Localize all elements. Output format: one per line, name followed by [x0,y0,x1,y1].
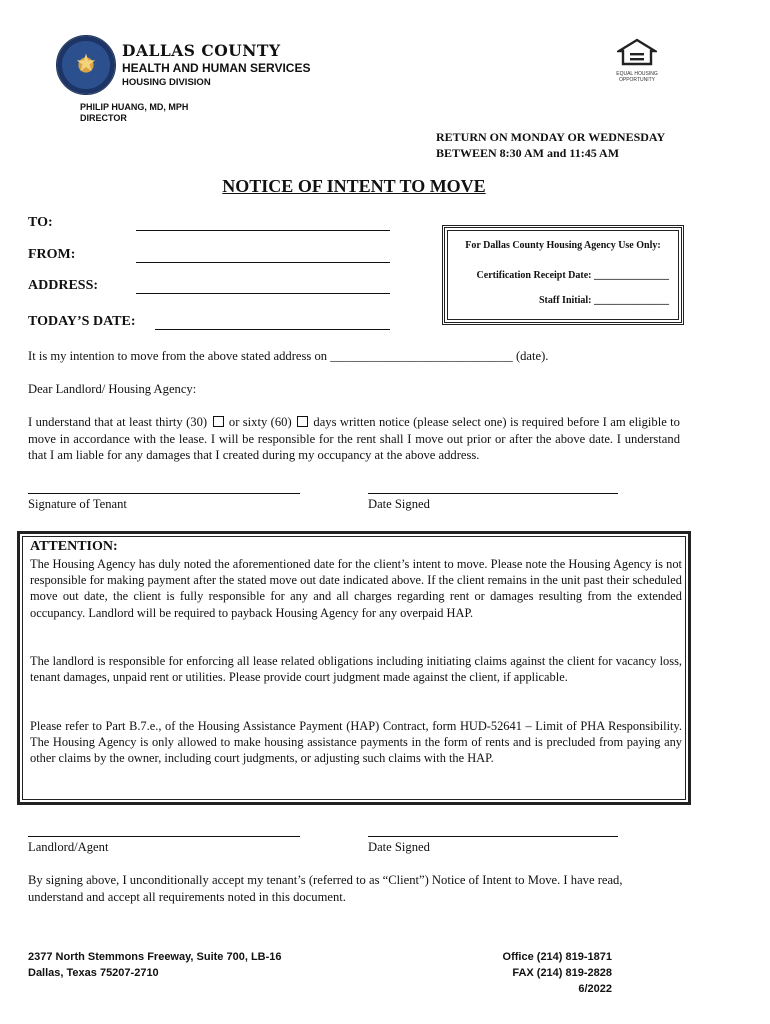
sixty-days-checkbox[interactable] [297,416,308,427]
tenant-date-field[interactable] [368,493,618,494]
agency-box-heading: For Dallas County Housing Agency Use Only: [465,240,661,251]
org-dept: HEALTH AND HUMAN SERVICES [122,61,311,75]
org-name: DALLAS COUNTY [122,41,281,60]
director-title: DIRECTOR [80,113,127,123]
footer-contact [460,949,612,997]
attention-paragraph-3: Please refer to Part B.7.e., of the Housing Assistance Payment (HAP) Contract, form HUD-52641 – Limit of PHA Responsibility. The Housing Agency is only allowed to make housing assistance payments in the form of rents and is precluded from paying any other claims by the owner, including court judgments, or adjusting such claims with the HAP. [30,719,682,766]
director-name: PHILIP HUANG, MD, MPH [80,102,189,112]
return-instructions [436,129,665,161]
staff-initial[interactable]: Staff Initial: _______________ [539,295,669,306]
address-field[interactable] [136,293,390,294]
to-label: TO: [28,215,53,230]
page-title: NOTICE OF INTENT TO MOVE [222,176,486,196]
tenant-signature-field[interactable] [28,493,300,494]
footer-office-phone: Office (214) 819-1871 [502,951,612,963]
attention-box [17,531,691,805]
footer-address-line-1: 2377 North Stemmons Freeway, Suite 700, LB-16 [28,951,282,963]
attention-paragraph-2: The landlord is responsible for enforcing all lease related obligations including initiating claims against the client for vacancy loss, tenant damages, unpaid rent or utilities. Please provide court judgment made against the client, if applicable. [30,654,682,685]
landlord-signature-field[interactable] [28,836,300,837]
salutation: Dear Landlord/ Housing Agency: [28,382,197,396]
certification-receipt-date[interactable]: Certification Receipt Date: _______________ [476,270,669,281]
todays-date-label: TODAY’S DATE: [28,314,136,329]
footer-fax: FAX (214) 819-2828 [512,967,612,979]
from-label: FROM: [28,247,76,262]
intention-line: It is my intention to move from the above stated address on _____________________________ (date). [28,349,549,363]
thirty-days-checkbox[interactable] [213,416,224,427]
address-label: ADDRESS: [28,278,99,293]
landlord-date-label: Date Signed [368,840,430,854]
county-seal-logo [56,35,116,95]
todays-date-field[interactable] [155,329,390,330]
tenant-date-label: Date Signed [368,497,430,511]
notice-paragraph [28,414,680,464]
equal-housing-logo [612,38,662,84]
notice-text-c: days written notice (please select one) is required before I am eligible to move in accordance with the lease. I will be responsible for the rent shall I move out prior or after the above date. I understand that I am liable for any damages that I created during my occupancy at the above address. [28,415,680,462]
to-field[interactable] [136,230,390,231]
notice-text-b: or sixty (60) [228,415,292,429]
landlord-date-field[interactable] [368,836,618,837]
tenant-signature-label: Signature of Tenant [28,497,127,511]
footer-revision-date: 6/2022 [578,983,612,995]
attention-heading: ATTENTION: [30,539,118,554]
from-field[interactable] [136,262,390,263]
return-line-1: RETURN ON MONDAY OR WEDNESDAY [436,130,666,144]
house-icon [617,38,657,66]
notice-text-a: I understand that at least thirty (30) [28,415,208,429]
agency-use-box [442,225,684,325]
eho-caption: EQUAL HOUSING OPPORTUNITY [616,71,658,83]
star-icon: ★ [75,51,97,77]
return-line-2: BETWEEN 8:30 AM and 11:45 AM [436,146,620,160]
landlord-signature-label: Landlord/Agent [28,840,109,854]
acceptance-statement: By signing above, I unconditionally accept my tenant’s (referred to as “Client”) Notice of Intent to Move. I have read, understand and accept all requirements noted in this document. [28,873,623,904]
footer-address-line-2: Dallas, Texas 75207-2710 [28,967,159,979]
attention-paragraph-1: The Housing Agency has duly noted the aforementioned date for the client’s intent to move. Please note the Housing Agency is not responsible for making payment after the stated move out date indicated above. If the client remains in the unit past their scheduled move out date, the client is fully responsible for any and all charges regarding rent or damages resulting from the extended occupancy. Landlord will be required to payback Housing Agency for any overpaid HAP. [30,557,682,620]
footer-address [28,949,282,981]
org-division: HOUSING DIVISION [122,77,211,88]
